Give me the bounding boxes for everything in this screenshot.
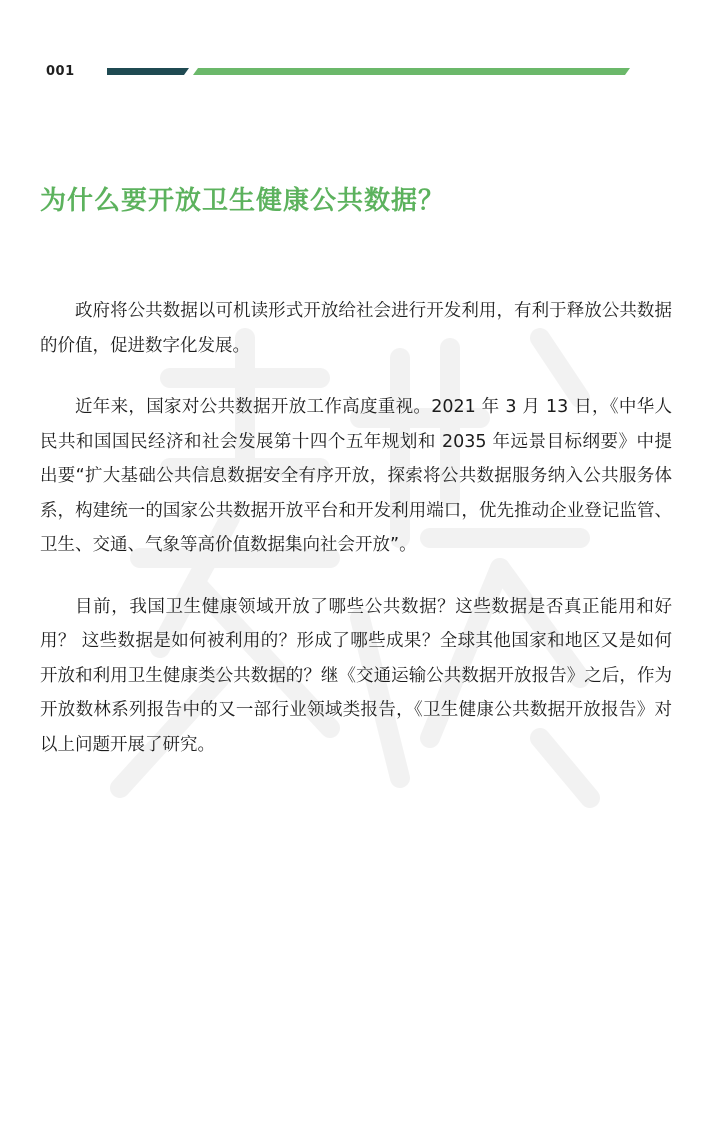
header-bar-green bbox=[193, 68, 630, 75]
header-bar-dark bbox=[107, 68, 189, 75]
paragraph-policy: 近年来，国家对公共数据开放工作高度重视。2021 年 3 月 13 日，《中华人民共和国国民经济和社会发展第十四个五年规划和 2035 年远景目标纲要》中提出要“扩大基础公共信息数据安全有序开放，探索将公共数据服务纳入公共服务体系，构建统一的国家公共数据开放平台和开发利用端口，优先推动企业登记监管、卫生、交通、气象等高价值数据集向社会开放”。 bbox=[40, 397, 672, 555]
paragraph-intro: 政府将公共数据以可机读形式开放给社会进行开发利用，有利于释放公共数据的价值，促进数字化发展。 bbox=[40, 301, 672, 356]
paragraph-questions: 目前，我国卫生健康领域开放了哪些公共数据？这些数据是否真正能用和好用？ 这些数据是如何被利用的？形成了哪些成果？全球其他国家和地区又是如何开放和利用卫生健康类公共数据的？继《交通运输公共数据开放报告》之后，作为开放数林系列报告中的又一部行业领域类报告，《卫生健康公共数据开放报告》对以上问题开展了研究。 bbox=[40, 596, 672, 755]
article-body bbox=[40, 294, 672, 789]
page-title: 为什么要开放卫生健康公共数据？ bbox=[40, 186, 446, 216]
page-number: 001 bbox=[46, 64, 75, 79]
